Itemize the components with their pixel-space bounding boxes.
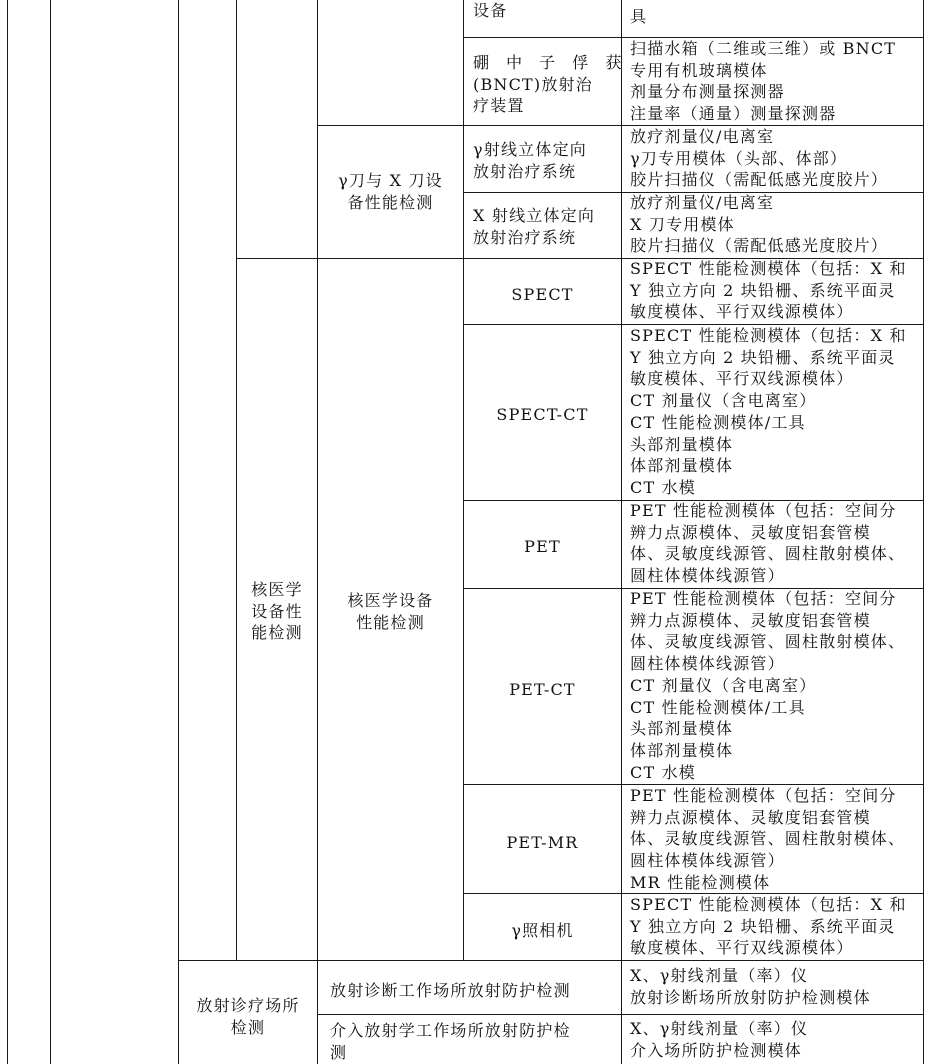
tool-line: 敏度模体、平行双线源模体） — [630, 369, 854, 389]
tools-cell — [630, 785, 905, 894]
equipment-cell — [473, 139, 587, 182]
row-rule — [178, 960, 924, 961]
tool-line: MR 性能检测模体 — [630, 872, 771, 892]
category-line: 能检测 — [251, 623, 303, 643]
category-cell — [179, 995, 317, 1038]
category-line: 放射诊疗场所 — [196, 996, 300, 1015]
equipment-line: γ射线立体定向 — [473, 140, 587, 159]
tool-line: SPECT 性能检测模体（包括：X 和 — [630, 326, 907, 345]
tool-line: γ刀专用模体（头部、体部） — [630, 148, 848, 168]
tool-line: 敏度模体、平行双线源模体） — [630, 938, 854, 958]
equipment-line: 疗装置 — [473, 96, 525, 116]
tool-line: 敏度模体、平行双线源模体） — [630, 302, 854, 322]
tools-cell — [630, 192, 888, 257]
item-line: 测 — [330, 1042, 348, 1062]
item-line: γ刀与 X 刀设 — [338, 171, 443, 190]
tool-line: 体、灵敏度线源管、圆柱散射模体、 — [630, 829, 906, 849]
tool-line: 剂量分布测量探测器 — [630, 82, 785, 102]
tool-line: 圆柱体模体线源管） — [630, 566, 785, 586]
tools-cell — [630, 126, 888, 191]
tool-line: 放疗剂量仪/电离室 — [630, 127, 775, 146]
tools-cell — [630, 965, 871, 1008]
table-border-left — [7, 0, 8, 1064]
equipment-cell — [464, 832, 621, 854]
tool-line: PET 性能检测模体（包括：空间分 — [630, 786, 897, 805]
tool-line: 体、灵敏度线源管、圆柱散射模体、 — [630, 632, 906, 652]
tool-line: 放射诊断场所放射防护检测模体 — [630, 987, 871, 1007]
tool-line: CT 水模 — [630, 762, 697, 782]
equipment-line: X 射线立体定向 — [473, 206, 596, 225]
equipment-line: 放射治疗系统 — [473, 227, 577, 247]
tool-line: CT 剂量仪（含电离室） — [630, 391, 817, 411]
tool-line: X 刀专用模体 — [630, 214, 735, 234]
tool-line: CT 水模 — [630, 477, 697, 497]
tool-line: X、γ射线剂量（率）仪 — [630, 966, 809, 985]
tools-cell — [630, 258, 907, 323]
equipment-name: PET-CT — [509, 680, 576, 699]
tools-cell — [630, 1018, 808, 1061]
tools-cell — [630, 500, 905, 587]
tool-line: 胶片扫描仪（需配低感光度胶片） — [630, 170, 889, 190]
tool-line: PET 性能检测模体（包括：空间分 — [630, 501, 897, 520]
equipment-name: SPECT — [511, 285, 574, 304]
tools-cell — [630, 588, 905, 783]
equipment-name: γ照相机 — [511, 921, 574, 940]
equipment-line: 硼 中 子 俘 获 — [473, 53, 628, 72]
tool-line: Y 独立方向 2 块铅栅、系统平面灵 — [630, 280, 896, 300]
equipment-cell — [473, 52, 627, 117]
item-line: 备性能检测 — [347, 192, 434, 212]
tool-line: 介入场所防护检测模体 — [630, 1040, 803, 1060]
tool-line: 圆柱体模体线源管） — [630, 851, 785, 871]
equipment-cell — [464, 920, 621, 942]
equipment-name: SPECT-CT — [496, 405, 589, 424]
item-cell — [330, 1020, 571, 1063]
tool-line: 头部剂量模体 — [630, 434, 734, 454]
equipment-line: (BNCT)放射治 — [473, 74, 593, 94]
table-column-rule — [463, 0, 464, 960]
item-cell — [318, 590, 463, 633]
equipment-cell — [473, 205, 595, 248]
table-column-rule — [236, 0, 237, 960]
tools-cell — [630, 325, 907, 499]
tool-line: 辨力点源模体、灵敏度铝套管模 — [630, 522, 871, 542]
tool-line: Y 独立方向 2 块铅栅、系统平面灵 — [630, 916, 896, 936]
row-rule — [317, 1014, 924, 1015]
tool-line: 具 — [630, 7, 648, 26]
equipment-name: PET — [524, 537, 561, 556]
category-cell — [237, 579, 317, 644]
tool-line: 圆柱体模体线源管） — [630, 654, 785, 674]
tool-line: 放疗剂量仪/电离室 — [630, 193, 775, 212]
tools-cell — [630, 894, 907, 959]
tool-line: CT 性能检测模体/工具 — [630, 697, 806, 717]
table-column-rule — [621, 0, 622, 1064]
tool-line: 辨力点源模体、灵敏度铝套管模 — [630, 807, 871, 827]
tool-line: 体、灵敏度线源管、圆柱散射模体、 — [630, 544, 906, 564]
tool-line: 辨力点源模体、灵敏度铝套管模 — [630, 610, 871, 630]
equipment-cell — [464, 284, 621, 306]
item-name: 放射诊断工作场所放射防护检测 — [330, 981, 571, 1000]
tool-line: X、γ射线剂量（率）仪 — [630, 1019, 809, 1038]
tool-line: 体部剂量模体 — [630, 456, 734, 476]
category-line: 检测 — [230, 1017, 266, 1037]
equipment-cell — [464, 536, 621, 558]
tools-cell — [630, 6, 647, 28]
tools-cell — [630, 38, 896, 125]
table-column-rule — [317, 0, 318, 1064]
category-line: 核医学 — [251, 580, 303, 599]
tool-line: SPECT 性能检测模体（包括：X 和 — [630, 259, 907, 278]
tool-line: 体部剂量模体 — [630, 740, 734, 760]
equipment-cell — [473, 0, 507, 22]
tool-line: PET 性能检测模体（包括：空间分 — [630, 589, 897, 608]
category-line: 设备性 — [251, 601, 303, 621]
tool-line: CT 性能检测模体/工具 — [630, 412, 806, 432]
item-line: 介入放射学工作场所放射防护检 — [330, 1021, 571, 1040]
item-line: 性能检测 — [356, 612, 425, 632]
table-border-right — [923, 0, 924, 1064]
tool-line: 专用有机玻璃模体 — [630, 60, 768, 80]
tool-line: 胶片扫描仪（需配低感光度胶片） — [630, 236, 889, 256]
equipment-name: PET-MR — [506, 833, 579, 852]
item-line: 核医学设备 — [347, 591, 434, 610]
tool-line: Y 独立方向 2 块铅栅、系统平面灵 — [630, 347, 896, 367]
tool-line: SPECT 性能检测模体（包括：X 和 — [630, 895, 907, 914]
tool-line: 头部剂量模体 — [630, 719, 734, 739]
equipment-cell — [464, 404, 621, 426]
equipment-cell — [464, 679, 621, 701]
table-column-rule — [178, 0, 179, 1064]
tool-line: 扫描水箱（二维或三维）或 BNCT — [630, 39, 897, 58]
tool-line: 注量率（通量）测量探测器 — [630, 104, 837, 124]
tool-line: CT 剂量仪（含电离室） — [630, 675, 817, 695]
table-column-rule — [50, 0, 51, 1064]
equipment-line: 放射治疗系统 — [473, 161, 577, 181]
item-cell — [318, 170, 463, 213]
item-cell — [330, 980, 571, 1002]
equipment-name: 设备 — [473, 1, 508, 20]
